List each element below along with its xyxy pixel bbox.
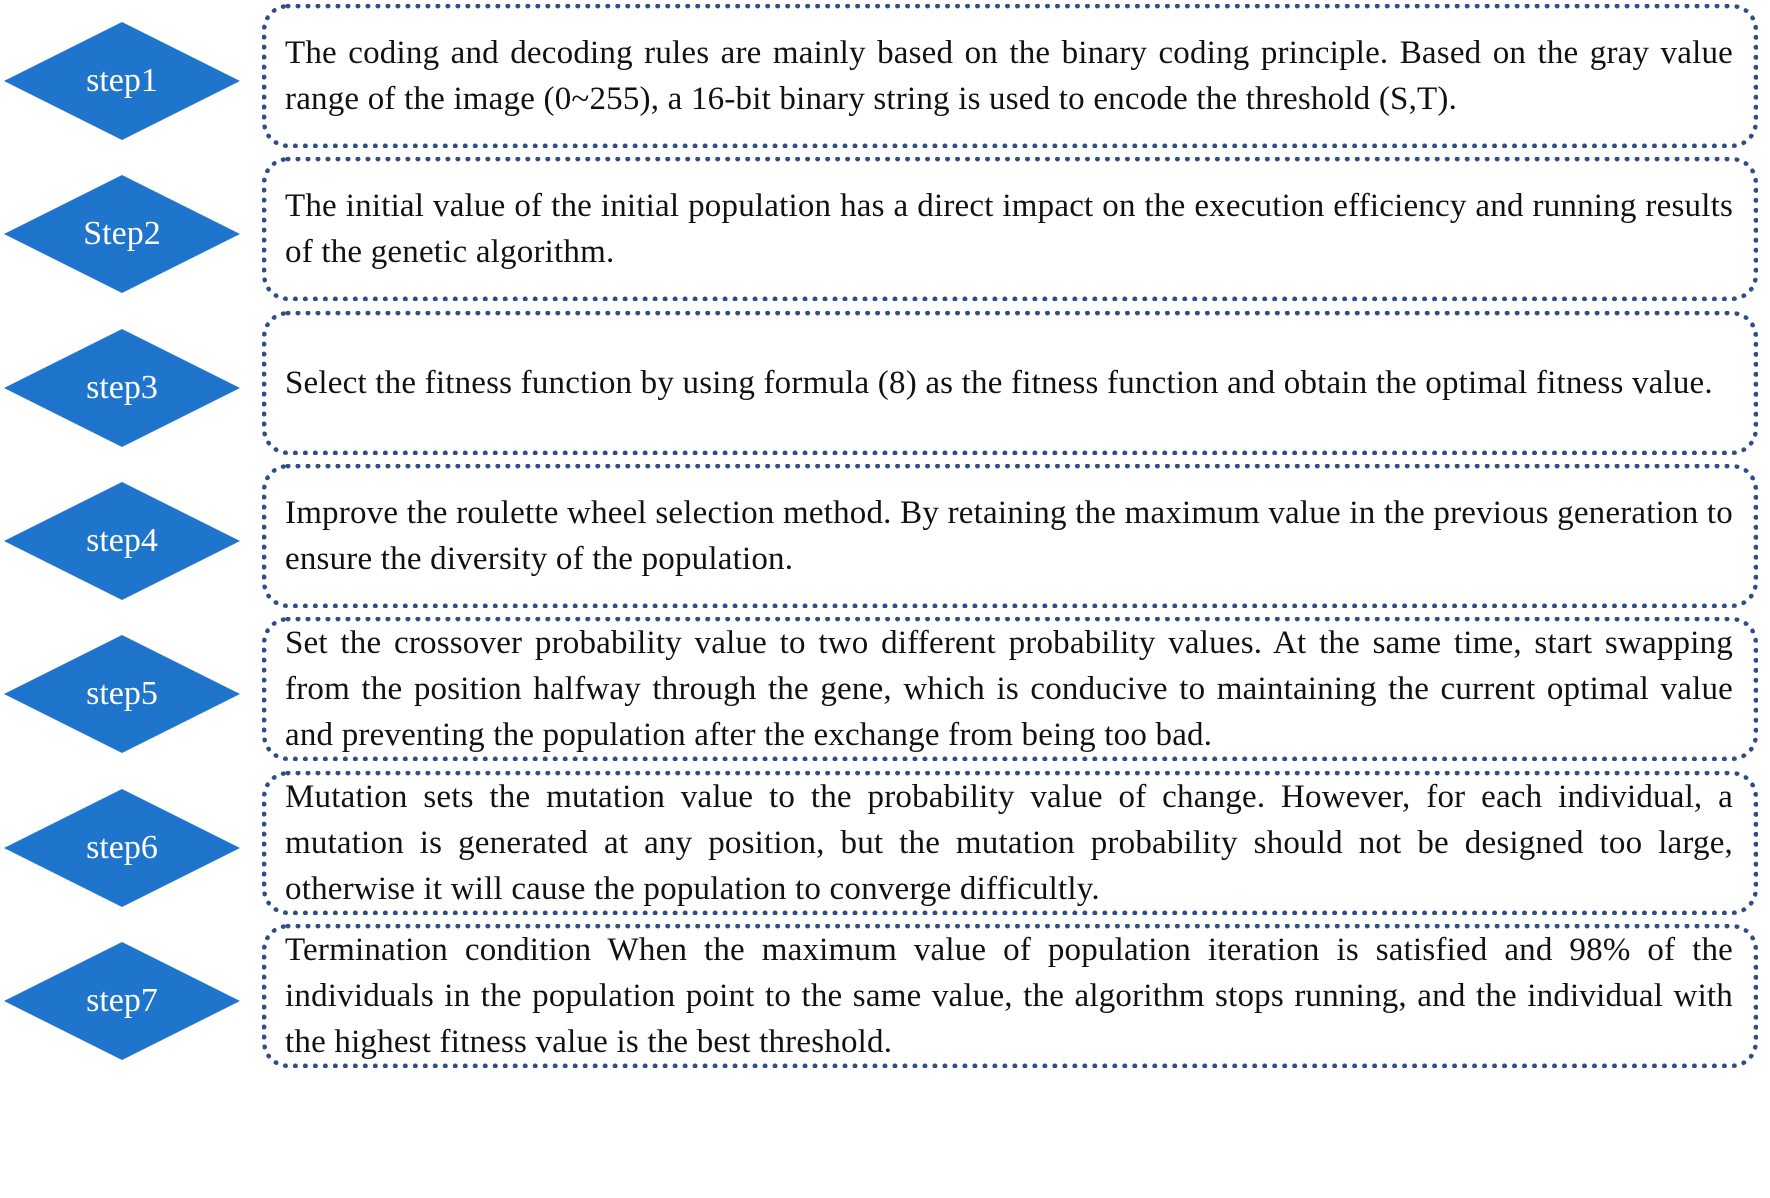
step-description-box-4 (262, 464, 1758, 608)
step-description-box-1 (262, 4, 1758, 148)
step-row-2 (0, 157, 1770, 311)
step-label: step6 (86, 829, 158, 866)
step-description: The coding and decoding rules are mainly based on the binary coding principle. Based on the gray value range of the image (0~255), a 16-bit binary string is used to encode the threshold (S,T). (285, 35, 1733, 117)
step-label: step3 (86, 369, 158, 406)
step-description: Set the crossover probability value to two different probability values. At the same time, start swapping from the position halfway through the gene, which is conducive to maintaining the current optimal value and preventing the population after the exchange from being too bad. (285, 625, 1733, 753)
step-description-box-6 (262, 771, 1758, 915)
step-description: Mutation sets the mutation value to the probability value of change. However, for each individual, a mutation is generated at any position, but the mutation probability should not be designed too large, otherwise it will cause the population to converge difficultly. (285, 779, 1733, 907)
step-description-box-3 (262, 311, 1758, 455)
step-label: Step2 (83, 215, 161, 252)
step-row-1 (0, 4, 1770, 158)
step-row-6 (0, 771, 1770, 925)
step-description-box-5 (262, 617, 1758, 761)
step-diamond-4 (4, 482, 240, 600)
step-label: step4 (86, 522, 158, 559)
step-description: Improve the roulette wheel selection method. By retaining the maximum value in the previous generation to ensure the diversity of the population. (285, 495, 1733, 577)
step-row-7 (0, 924, 1770, 1078)
step-description: Select the fitness function by using formula (8) as the fitness function and obtain the optimal fitness value. (285, 365, 1713, 401)
step-description-box-7 (262, 924, 1758, 1068)
step-diamond-2 (4, 175, 240, 293)
step-diamond-1 (4, 22, 240, 140)
step-diamond-7 (4, 942, 240, 1060)
step-label: step7 (86, 982, 158, 1019)
step-description: The initial value of the initial population has a direct impact on the execution efficiency and running results of the genetic algorithm. (285, 188, 1733, 270)
step-diamond-6 (4, 789, 240, 907)
step-row-5 (0, 617, 1770, 771)
step-row-3 (0, 311, 1770, 465)
step-diamond-3 (4, 329, 240, 447)
step-label: step1 (86, 62, 158, 99)
step-label: step5 (86, 675, 158, 712)
step-description: Termination condition When the maximum value of population iteration is satisfied and 98% of the individuals in the population point to the same value, the algorithm stops running, and the individual with the highest fitness value is the best threshold. (285, 932, 1733, 1060)
step-description-box-2 (262, 157, 1758, 301)
step-diamond-5 (4, 635, 240, 753)
step-row-4 (0, 464, 1770, 618)
